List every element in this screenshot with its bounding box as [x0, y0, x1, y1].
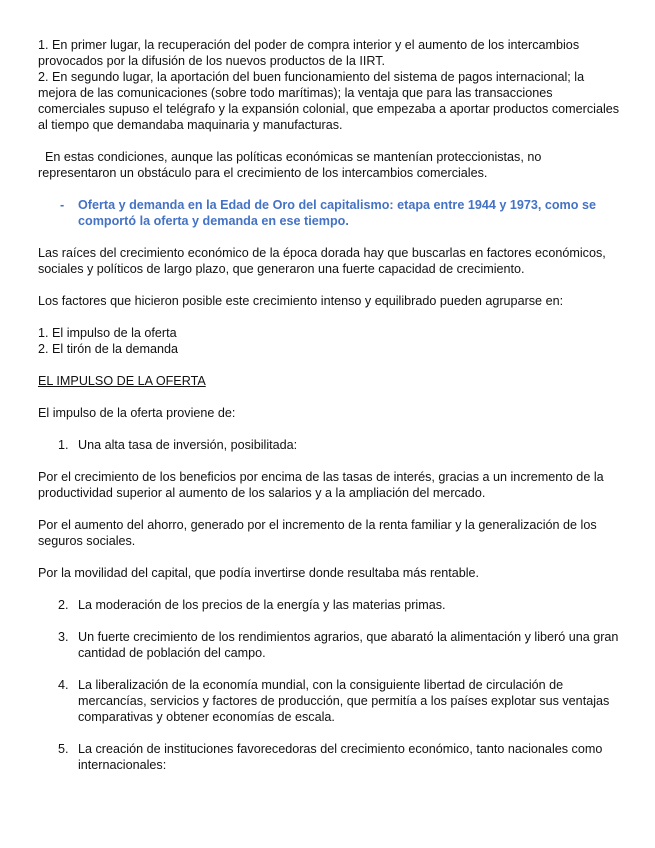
list-item-2: [38, 597, 623, 613]
factor-item-2: 2. El tirón de la demanda: [38, 342, 179, 356]
investment-paragraph-1: Por el crecimiento de los beneficios por encima de las tasas de interés, gracias a un incremento de la productividad superior al aumento de los salarios y a la ampliación del mercado.: [38, 470, 604, 500]
list-text: La moderación de los precios de la energía y las materias primas.: [78, 598, 446, 612]
document-page: [38, 37, 623, 773]
list-number: 1.: [58, 438, 69, 452]
heading-bullet: -: [60, 198, 65, 212]
list-item-5: [38, 741, 623, 773]
investment-paragraph-3: Por la movilidad del capital, que podía invertirse donde resultaba más rentable.: [38, 566, 480, 580]
list-item-4: [38, 677, 623, 725]
list-number: 2.: [58, 598, 69, 612]
list-number: 5.: [58, 742, 69, 756]
section-heading-text: Oferta y demanda en la Edad de Oro del capitalismo: etapa entre 1944 y 1973, como se comportó la oferta y demanda en ese tiempo.: [78, 198, 596, 228]
investment-paragraph-2: Por el aumento del ahorro, generado por el incremento de la renta familiar y la generalización de los seguros sociales.: [38, 518, 597, 548]
subheading-supply: EL IMPULSO DE LA OFERTA: [38, 374, 206, 388]
roots-paragraph: Las raíces del crecimiento económico de la época dorada hay que buscarlas en factores económicos, sociales y políticos de largo plazo, que generaron una fuerte capacidad de crecimiento.: [38, 246, 606, 276]
intro-point-1: 1. En primer lugar, la recuperación del poder de compra interior y el aumento de los intercambios provocados por la difusión de los nuevos productos de la IIRT.: [38, 38, 580, 68]
supply-intro: El impulso de la oferta proviene de:: [38, 406, 236, 420]
factors-intro: Los factores que hicieron posible este crecimiento intenso y equilibrado pueden agruparse en:: [38, 294, 564, 308]
list-item-1: [38, 437, 623, 453]
list-text: La liberalización de la economía mundial, con la consiguiente libertad de circulación de mercancías, servicios y factores de producción, que permitía a los países explotar sus ventajas comparativas y obtener economías de escala.: [78, 678, 610, 724]
list-text: La creación de instituciones favorecedoras del crecimiento económico, tanto nacionales como internacionales:: [78, 742, 603, 772]
list-number: 4.: [58, 678, 69, 692]
list-number: 3.: [58, 630, 69, 644]
conditions-paragraph: En estas condiciones, aunque las políticas económicas se mantenían proteccionistas, no representaron un obstáculo para el crecimiento de los intercambios comerciales.: [38, 150, 542, 180]
list-item-3: [38, 629, 623, 661]
list-text: Un fuerte crecimiento de los rendimientos agrarios, que abarató la alimentación y liberó una gran cantidad de población del campo.: [78, 630, 619, 660]
list-text: Una alta tasa de inversión, posibilitada:: [78, 438, 298, 452]
intro-point-2: 2. En segundo lugar, la aportación del buen funcionamiento del sistema de pagos internacional; la mejora de las comunicaciones (sobre todo marítimas); la ventaja que para las transacciones comerciales supuso el telégrafo y la expansión colonial, que empezaba a aportar productos comerciales al tiempo que demandaba maquinaria y manufacturas.: [38, 70, 620, 132]
factor-item-1: 1. El impulso de la oferta: [38, 326, 177, 340]
section-heading: [38, 197, 623, 229]
